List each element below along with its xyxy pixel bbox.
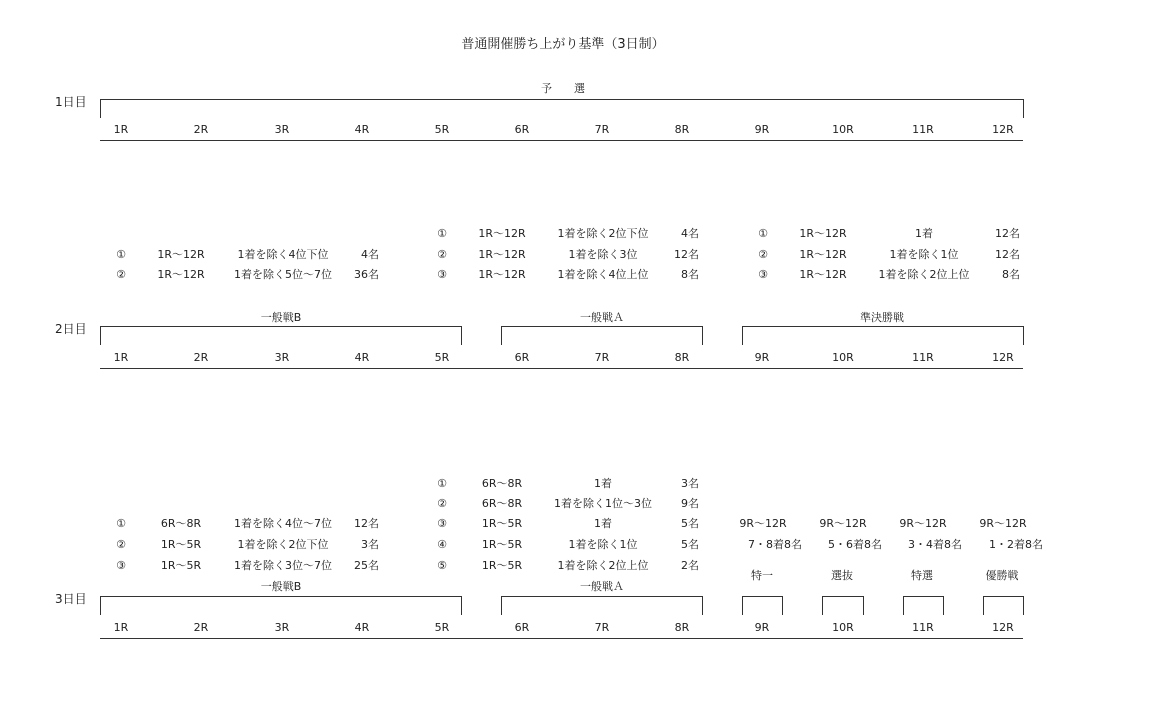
criteria-range: 1R～5R (160, 538, 202, 551)
final-label: 選抜 (831, 569, 853, 582)
race-number: 12R (992, 621, 1014, 634)
bracket-general-a (501, 596, 703, 615)
criteria-count: 12名 (674, 248, 699, 261)
bracket-final-4 (983, 596, 1024, 615)
criteria-condition: 1着を除く1位 (889, 248, 959, 261)
race-row-underline (100, 638, 1023, 639)
criteria-no: ② (116, 538, 126, 551)
race-number: 3R (274, 621, 290, 634)
criteria-range: 1R～5R (160, 559, 202, 572)
race-number: 3R (274, 351, 290, 364)
race-number: 8R (674, 123, 690, 136)
criteria-condition: 1着 (915, 227, 933, 240)
criteria-range: 1R～5R (481, 538, 523, 551)
bracket-final-1 (742, 596, 783, 615)
final-condition: 5・6着8名 (828, 538, 882, 551)
race-number: 1R (113, 123, 129, 136)
criteria-no: ③ (437, 517, 447, 530)
criteria-count: 8名 (1002, 268, 1020, 281)
race-number: 8R (674, 621, 690, 634)
criteria-count: 2名 (681, 559, 699, 572)
bracket-semifinal (742, 326, 1024, 345)
final-range: 9R～12R (979, 517, 1027, 530)
bracket-general-a (501, 326, 703, 345)
criteria-condition: 1着 (594, 477, 612, 490)
final-condition: 1・2着8名 (989, 538, 1043, 551)
race-number: 1R (113, 351, 129, 364)
race-number: 11R (912, 123, 934, 136)
criteria-range: 1R～12R (157, 248, 205, 261)
criteria-no: ① (437, 477, 447, 490)
bracket-qualifier (100, 99, 1024, 118)
race-number: 6R (514, 351, 530, 364)
criteria-condition: 1着を除く2位上位 (557, 559, 649, 572)
criteria-range: 1R～12R (478, 248, 526, 261)
final-condition: 7・8着8名 (748, 538, 802, 551)
criteria-condition: 1着を除く3位～7位 (234, 559, 332, 572)
race-number: 2R (193, 351, 209, 364)
race-number: 9R (754, 621, 770, 634)
criteria-condition: 1着を除く1位 (568, 538, 638, 551)
race-number: 2R (193, 621, 209, 634)
criteria-no: ③ (116, 559, 126, 572)
criteria-count: 5名 (681, 517, 699, 530)
final-range: 9R～12R (739, 517, 787, 530)
race-number: 5R (434, 351, 450, 364)
race-number: 7R (594, 351, 610, 364)
race-number: 10R (832, 123, 854, 136)
criteria-range: 6R～8R (160, 517, 202, 530)
criteria-count: 3名 (361, 538, 379, 551)
criteria-condition: 1着を除く2位下位 (557, 227, 649, 240)
criteria-no: ① (116, 517, 126, 530)
page-title: 普通開催勝ち上がり基準（3日制） (461, 37, 665, 52)
criteria-no: ① (758, 227, 768, 240)
criteria-count: 12名 (995, 248, 1020, 261)
criteria-range: 1R～12R (799, 227, 847, 240)
group-label: 準決勝戦 (860, 311, 904, 324)
race-number: 11R (912, 351, 934, 364)
criteria-range: 1R～5R (481, 559, 523, 572)
criteria-count: 12名 (354, 517, 379, 530)
race-number: 2R (193, 123, 209, 136)
criteria-range: 1R～12R (478, 227, 526, 240)
race-number: 4R (354, 621, 370, 634)
criteria-count: 9名 (681, 497, 699, 510)
race-number: 1R (113, 621, 129, 634)
race-row-underline (100, 368, 1023, 369)
criteria-no: ④ (437, 538, 447, 551)
group-label: 一般戦B (260, 580, 302, 593)
criteria-count: 8名 (681, 268, 699, 281)
criteria-no: ② (437, 248, 447, 261)
criteria-no: ⑤ (437, 559, 447, 572)
criteria-condition: 1着を除く5位～7位 (234, 268, 332, 281)
race-number: 4R (354, 123, 370, 136)
race-number: 9R (754, 123, 770, 136)
criteria-no: ① (437, 227, 447, 240)
criteria-condition: 1着を除く3位 (568, 248, 638, 261)
day-label-1: 1日目 (55, 95, 87, 109)
race-number: 3R (274, 123, 290, 136)
race-number: 8R (674, 351, 690, 364)
day-label-3: 3日目 (55, 592, 87, 606)
criteria-no: ② (758, 248, 768, 261)
race-number: 9R (754, 351, 770, 364)
bracket-general-b (100, 596, 462, 615)
group-label: 一般戦Ａ (580, 311, 624, 324)
criteria-condition: 1着 (594, 517, 612, 530)
final-label: 優勝戦 (985, 569, 1019, 582)
race-number: 5R (434, 123, 450, 136)
criteria-count: 12名 (995, 227, 1020, 240)
race-number: 7R (594, 123, 610, 136)
final-label: 特一 (751, 569, 773, 582)
criteria-range: 1R～12R (478, 268, 526, 281)
race-number: 7R (594, 621, 610, 634)
group-label: 一般戦Ａ (580, 580, 624, 593)
race-number: 5R (434, 621, 450, 634)
final-range: 9R～12R (819, 517, 867, 530)
criteria-no: ③ (437, 268, 447, 281)
criteria-range: 1R～12R (799, 268, 847, 281)
criteria-range: 1R～12R (157, 268, 205, 281)
criteria-count: 5名 (681, 538, 699, 551)
criteria-condition: 1着を除く2位下位 (237, 538, 329, 551)
race-number: 12R (992, 351, 1014, 364)
race-number: 4R (354, 351, 370, 364)
criteria-count: 4名 (681, 227, 699, 240)
criteria-no: ③ (758, 268, 768, 281)
criteria-range: 1R～12R (799, 248, 847, 261)
race-row-underline (100, 140, 1023, 141)
bracket-final-2 (822, 596, 864, 615)
group-label-qualifier: 予 選 (541, 82, 585, 95)
criteria-count: 4名 (361, 248, 379, 261)
criteria-range: 6R～8R (481, 477, 523, 490)
criteria-count: 36名 (354, 268, 379, 281)
criteria-no: ② (437, 497, 447, 510)
criteria-no: ① (116, 248, 126, 261)
day-label-2: 2日目 (55, 322, 87, 336)
final-condition: 3・4着8名 (908, 538, 962, 551)
race-number: 6R (514, 123, 530, 136)
final-range: 9R～12R (899, 517, 947, 530)
criteria-condition: 1着を除く1位～3位 (554, 497, 652, 510)
bracket-final-3 (903, 596, 944, 615)
race-number: 11R (912, 621, 934, 634)
race-number: 10R (832, 351, 854, 364)
race-number: 10R (832, 621, 854, 634)
bracket-general-b (100, 326, 462, 345)
race-number: 12R (992, 123, 1014, 136)
criteria-no: ② (116, 268, 126, 281)
criteria-condition: 1着を除く2位上位 (878, 268, 970, 281)
criteria-count: 25名 (354, 559, 379, 572)
criteria-condition: 1着を除く4位上位 (557, 268, 649, 281)
race-number: 6R (514, 621, 530, 634)
criteria-range: 6R～8R (481, 497, 523, 510)
criteria-range: 1R～5R (481, 517, 523, 530)
criteria-condition: 1着を除く4位下位 (237, 248, 329, 261)
group-label: 一般戦B (260, 311, 302, 324)
criteria-count: 3名 (681, 477, 699, 490)
criteria-condition: 1着を除く4位～7位 (234, 517, 332, 530)
final-label: 特選 (911, 569, 933, 582)
